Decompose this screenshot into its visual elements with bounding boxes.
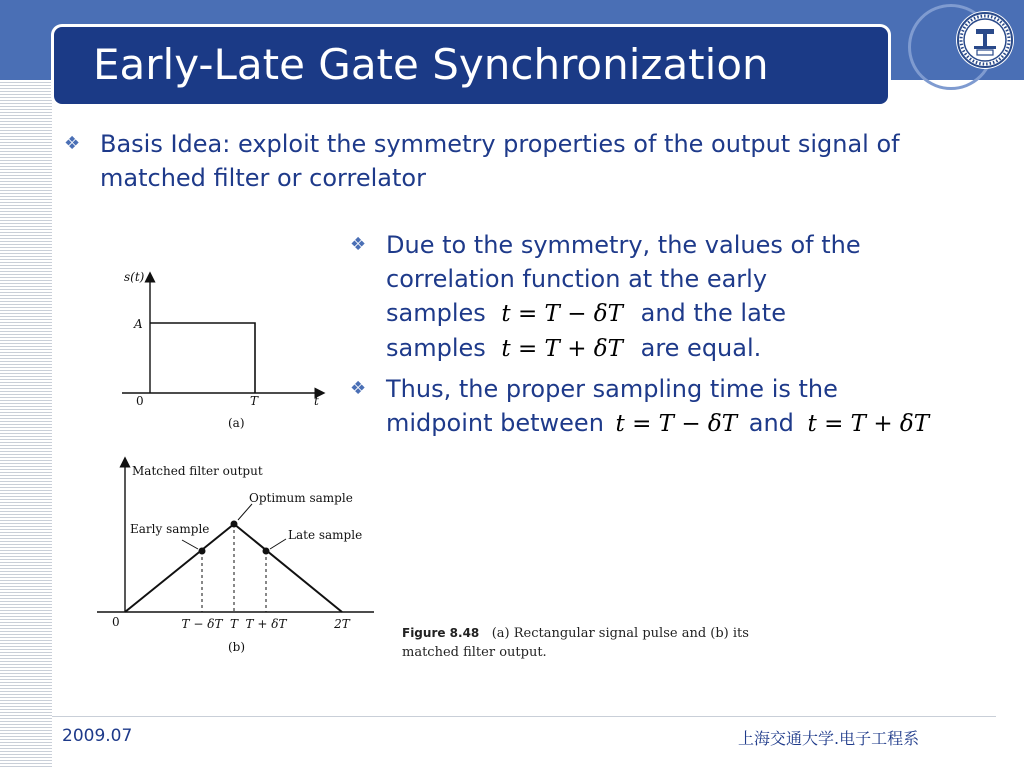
panel-b-matched-filter: [97, 462, 374, 654]
university-seal-logo: [956, 11, 1014, 69]
footer-department: 上海交通大学.电子工程系: [738, 729, 920, 748]
a-panel-label: (a): [228, 416, 245, 430]
b-tick-label: T + δT: [245, 617, 287, 631]
footer-divider: [52, 716, 996, 717]
diamond-bullet-icon: ❖: [350, 378, 367, 399]
panel-a-rect-pulse: [122, 270, 320, 430]
diamond-bullet-icon: ❖: [350, 234, 367, 255]
figure-caption: Figure 8.48 (a) Rectangular signal pulse and (b) its matched filter output.: [402, 626, 749, 660]
b-tick-label: 2T: [334, 617, 350, 631]
b-origin-label: 0: [112, 615, 120, 629]
a-T-label: T: [250, 394, 259, 408]
a-amplitude-label: A: [134, 317, 143, 331]
equation-late: t = T + δT: [501, 336, 623, 362]
slide-title: Early-Late Gate Synchronization: [93, 40, 769, 89]
b-ylabel: Matched filter output: [132, 464, 263, 478]
equation-early: t = T − δT: [501, 301, 623, 327]
late-leader-line: [270, 539, 286, 549]
a-ylabel: s(t): [124, 270, 145, 284]
early-sample-point: [199, 548, 206, 555]
bullet-proper-sampling: ❖ Thus, the proper sampling time is the midpoint between t = T − δT and t = T + δT: [350, 372, 1000, 444]
a-xlabel: t: [314, 394, 319, 408]
equation-early: t = T − δT: [615, 411, 738, 437]
b-panel-label: (b): [228, 640, 246, 654]
b-tick-label: T: [229, 617, 239, 631]
footer-date: 2009.07: [62, 726, 133, 746]
late-sample-point: [263, 548, 270, 555]
early-leader-line: [182, 540, 198, 549]
optimum-sample-point: [231, 521, 238, 528]
rect-pulse-line: [150, 323, 255, 393]
bullet-symmetry: ❖ Due to the symmetry, the values of the correlation function at the early samples t = T − δT and the late samples t = T + δT are equal.: [350, 228, 990, 368]
b-optimum-label: Optimum sample: [249, 491, 353, 505]
a-origin-label: 0: [136, 394, 144, 408]
b-early-label: Early sample: [130, 522, 210, 536]
b-tick-label: T − δT: [181, 617, 223, 631]
figure-8-48: [92, 255, 392, 665]
diamond-bullet-icon: ❖: [64, 133, 81, 154]
equation-late: t = T + δT: [807, 411, 930, 437]
left-stripe-decoration: [0, 80, 52, 768]
b-late-label: Late sample: [288, 528, 363, 542]
optimum-leader-line: [238, 504, 252, 520]
